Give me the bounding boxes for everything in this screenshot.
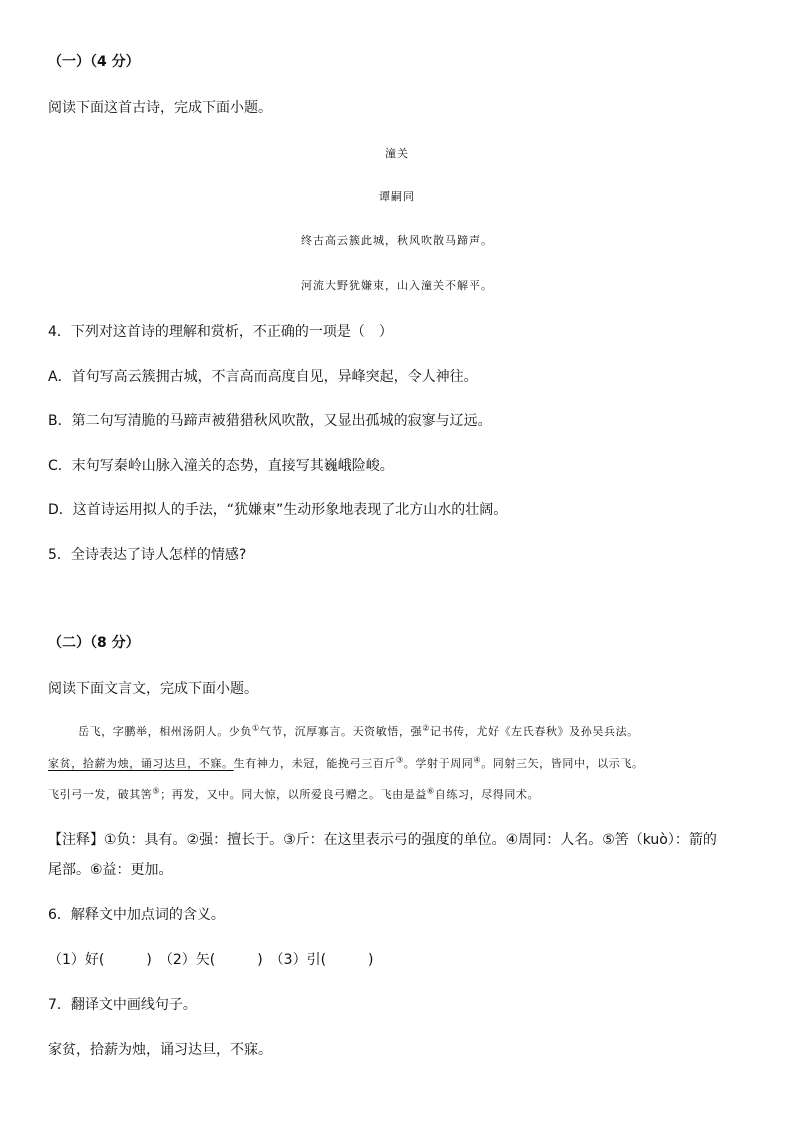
note-mark-1: ① <box>252 723 260 733</box>
poem-title: 潼关 <box>385 147 409 160</box>
section1-instruction: 阅读下面这首古诗，完成下面小题。 <box>48 100 272 116</box>
poem-line-2: 河流大野犹嫌束，山入潼关不解平。 <box>301 279 493 292</box>
section2-header: （二）（8 分） <box>48 635 140 651</box>
annotation-line-1: 【注释】①负：具有。②强：擅长于。③斤：在这里表示弓的强度的单位。④周同：人名。⑤筈（kuò）：箭的 <box>48 832 717 848</box>
poem-line-1: 终古高云簇此城，秋风吹散马蹄声。 <box>301 234 493 247</box>
section2-instruction: 阅读下面文言文，完成下面小题。 <box>48 681 258 697</box>
question-7-sentence: 家贫，拾薪为烛，诵习达旦，不寐。 <box>48 1042 272 1058</box>
poem-author: 谭嗣同 <box>379 190 415 203</box>
note-mark-3: ③ <box>396 755 404 765</box>
passage-line-1: 岳飞，字鹏举，相州汤阴人。少负①气节，沉厚寡言。天资敏悟，强②记书传，尤好《左氏春秋》及孙吴兵法。 <box>78 723 639 738</box>
passage-line-2: 家贫，拾薪为烛，诵习达旦，不寐。生有神力，未冠，能挽弓三百斤③。学射于周同④。同射三矢，皆同中，以示飞。 <box>48 755 644 770</box>
note-mark-5: ⑤ <box>152 786 161 796</box>
underlined-sentence: 家贫，拾薪为烛，诵习达旦，不寐。 <box>48 757 234 770</box>
passage-line-3: 飞引弓一发，破其筈⑤；再发，又中。同大惊，以所爱良弓赠之。飞由是益⑥自练习，尽得同术。 <box>48 786 540 801</box>
question-4-option-c: C．末句写秦岭山脉入潼关的态势，直接写其巍峨险峻。 <box>48 458 394 474</box>
note-mark-4: ④ <box>473 755 482 765</box>
question-7: 7．翻译文中画线句子。 <box>48 997 197 1013</box>
question-4-option-b: B．第二句写清脆的马蹄声被猎猎秋风吹散，又显出孤城的寂寥与辽远。 <box>48 413 492 429</box>
note-mark-6: ⑥ <box>427 786 435 796</box>
question-6-blanks: （1）好( ) （2）矢( ) （3）引( ) <box>48 952 374 968</box>
note-mark-2: ② <box>422 723 430 733</box>
question-6: 6．解释文中加点词的含义。 <box>48 907 225 923</box>
annotation-line-2: 尾部。⑥益：更加。 <box>48 862 173 878</box>
question-4-option-a: A．首句写高云簇拥古城，不言高而高度自见，异峰突起，令人神往。 <box>48 369 478 385</box>
question-4-stem: 4．下列对这首诗的理解和赏析，不正确的一项是（ ） <box>48 324 393 340</box>
question-4-option-d: D．这首诗运用拟人的手法，“犹嫌束”生动形象地表现了北方山水的壮阔。 <box>48 502 508 518</box>
question-5: 5．全诗表达了诗人怎样的情感? <box>48 547 247 563</box>
section1-header: （一）（4 分） <box>48 54 140 70</box>
